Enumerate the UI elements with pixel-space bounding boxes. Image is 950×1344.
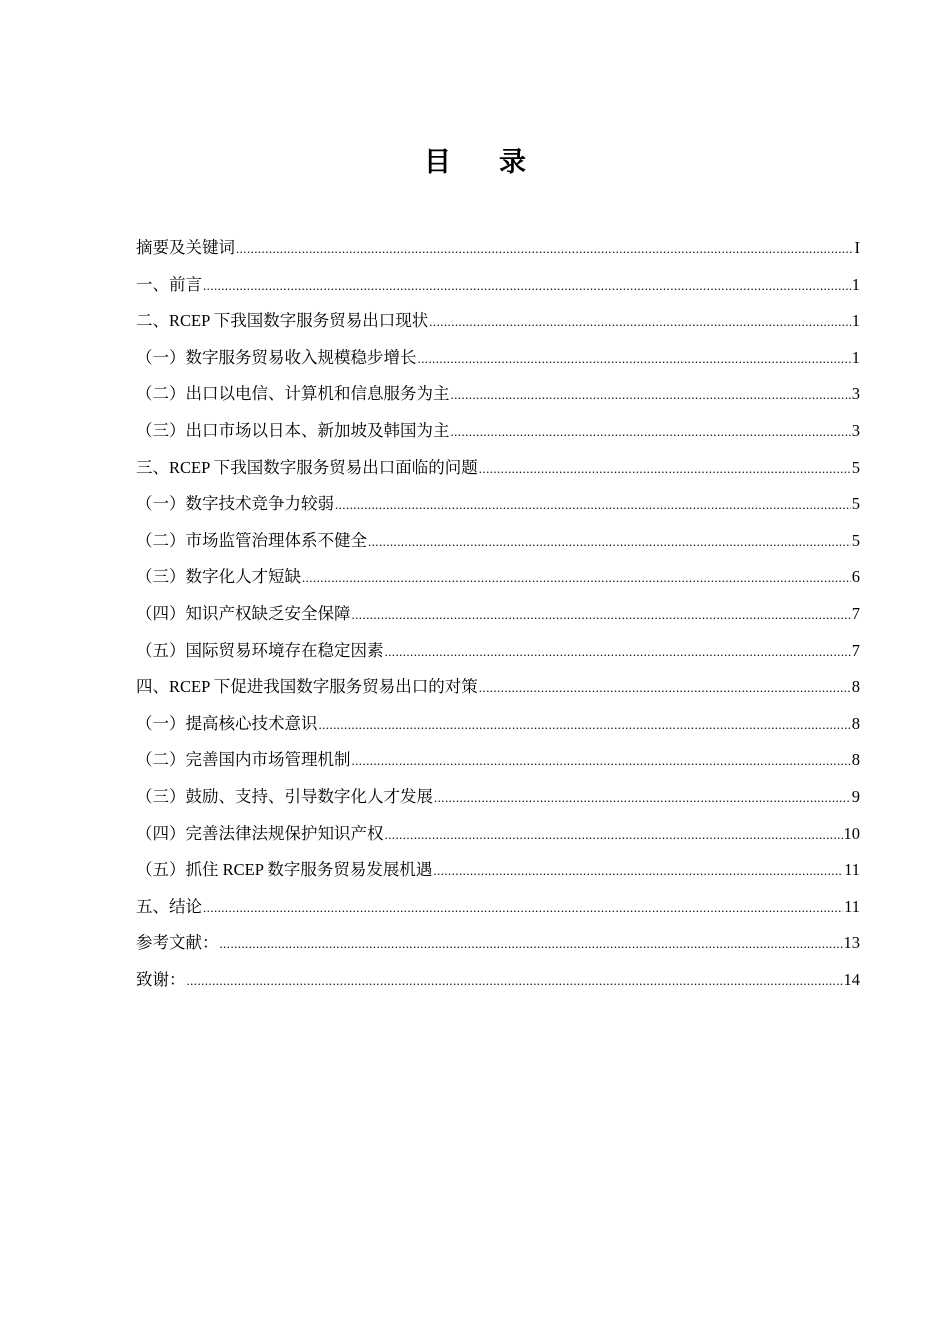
toc-dot-leader xyxy=(203,268,851,305)
toc-entry-section-4-5[interactable] xyxy=(136,852,860,889)
toc-entry-page: 8 xyxy=(851,713,860,733)
toc-entry-label: 致谢： xyxy=(136,969,186,989)
toc-entry-page: 5 xyxy=(851,457,860,477)
toc-entry-label: 四、RCEP 下促进我国数字服务贸易出口的对策 xyxy=(136,677,478,697)
toc-entry-page: 1 xyxy=(851,274,860,294)
toc-dot-leader xyxy=(220,926,843,963)
toc-entry-section-4[interactable] xyxy=(136,669,860,706)
toc-entry-page: 13 xyxy=(843,933,860,953)
toc-entry-label: （一）数字技术竞争力较弱 xyxy=(136,494,334,514)
toc-entry-label: （四）知识产权缺乏安全保障 xyxy=(136,603,351,623)
toc-entry-label: （三）数字化人才短缺 xyxy=(136,567,301,587)
table-of-contents xyxy=(136,230,860,998)
toc-dot-leader xyxy=(187,963,843,1000)
toc-entry-section-3-2[interactable] xyxy=(136,523,860,560)
toc-entry-label: （二）市场监管治理体系不健全 xyxy=(136,530,367,550)
toc-dot-leader xyxy=(385,817,843,854)
toc-entry-label: （三）出口市场以日本、新加坡及韩国为主 xyxy=(136,420,450,440)
toc-entry-page: 8 xyxy=(851,750,860,770)
toc-entry-preface[interactable] xyxy=(136,267,860,304)
toc-dot-leader xyxy=(429,304,850,341)
toc-entry-label: （二）完善国内市场管理机制 xyxy=(136,750,351,770)
toc-entry-label: （三）鼓励、支持、引导数字化人才发展 xyxy=(136,786,433,806)
toc-entry-page: 5 xyxy=(851,530,860,550)
toc-entry-section-2[interactable] xyxy=(136,303,860,340)
toc-dot-leader xyxy=(418,341,851,378)
toc-dot-leader xyxy=(433,853,843,890)
toc-dot-leader xyxy=(451,377,851,414)
toc-dot-leader xyxy=(236,231,854,268)
toc-entry-label: （二）出口以电信、计算机和信息服务为主 xyxy=(136,384,450,404)
toc-dot-leader xyxy=(368,524,851,561)
toc-entry-label: （一）提高核心技术意识 xyxy=(136,713,318,733)
title-part-1: 目 xyxy=(424,147,451,177)
toc-entry-conclusion[interactable] xyxy=(136,889,860,926)
toc-entry-label: 摘要及关键词 xyxy=(136,238,235,257)
toc-dot-leader xyxy=(479,670,851,707)
toc-entry-section-3-4[interactable] xyxy=(136,596,860,633)
toc-entry-abstract[interactable] xyxy=(136,230,860,267)
toc-entry-label: 三、RCEP 下我国数字服务贸易出口面临的问题 xyxy=(136,457,478,477)
toc-entry-page: 14 xyxy=(843,969,860,989)
toc-entry-page: 8 xyxy=(851,677,860,697)
toc-entry-section-4-2[interactable] xyxy=(136,742,860,779)
toc-dot-leader xyxy=(352,597,851,634)
toc-dot-leader xyxy=(451,414,851,451)
toc-entry-references[interactable] xyxy=(136,925,860,962)
toc-entry-section-3-1[interactable] xyxy=(136,486,860,523)
page-title xyxy=(0,142,950,182)
toc-entry-page: I xyxy=(854,238,860,257)
toc-entry-section-4-3[interactable] xyxy=(136,779,860,816)
toc-entry-section-3-3[interactable] xyxy=(136,559,860,596)
toc-entry-page: 3 xyxy=(851,384,860,404)
toc-entry-page: 9 xyxy=(851,786,860,806)
title-part-2: 录 xyxy=(499,147,526,177)
toc-entry-label: 参考文献： xyxy=(136,933,219,953)
toc-entry-page: 6 xyxy=(851,567,860,587)
toc-entry-label: （五）抓住 RCEP 数字服务贸易发展机遇 xyxy=(136,860,433,880)
toc-entry-acknowledgements[interactable] xyxy=(136,962,860,999)
toc-entry-section-2-1[interactable] xyxy=(136,340,860,377)
toc-dot-leader xyxy=(434,780,851,817)
toc-entry-page: 1 xyxy=(851,347,860,367)
toc-dot-leader xyxy=(203,890,843,927)
toc-dot-leader xyxy=(385,634,851,671)
toc-entry-section-3-5[interactable] xyxy=(136,633,860,670)
toc-entry-page: 11 xyxy=(844,896,860,916)
toc-dot-leader xyxy=(335,487,851,524)
toc-entry-label: 一、前言 xyxy=(136,274,202,294)
toc-dot-leader xyxy=(479,451,851,488)
toc-entry-label: （一）数字服务贸易收入规模稳步增长 xyxy=(136,347,417,367)
toc-entry-section-4-4[interactable] xyxy=(136,816,860,853)
toc-entry-section-4-1[interactable] xyxy=(136,706,860,743)
toc-entry-page: 7 xyxy=(851,603,860,623)
toc-entry-page: 1 xyxy=(851,311,860,331)
toc-entry-page: 5 xyxy=(851,494,860,514)
toc-entry-page: 10 xyxy=(843,823,860,843)
toc-entry-label: （四）完善法律法规保护知识产权 xyxy=(136,823,384,843)
toc-entry-page: 11 xyxy=(844,860,860,880)
toc-dot-leader xyxy=(352,743,851,780)
toc-entry-page: 7 xyxy=(851,640,860,660)
toc-dot-leader xyxy=(319,707,851,744)
toc-entry-section-2-3[interactable] xyxy=(136,413,860,450)
toc-entry-label: 二、RCEP 下我国数字服务贸易出口现状 xyxy=(136,311,429,331)
toc-entry-section-2-2[interactable] xyxy=(136,376,860,413)
toc-dot-leader xyxy=(302,560,851,597)
toc-entry-section-3[interactable] xyxy=(136,450,860,487)
toc-entry-label: 五、结论 xyxy=(136,896,202,916)
toc-entry-label: （五）国际贸易环境存在稳定因素 xyxy=(136,640,384,660)
toc-entry-page: 3 xyxy=(851,420,860,440)
